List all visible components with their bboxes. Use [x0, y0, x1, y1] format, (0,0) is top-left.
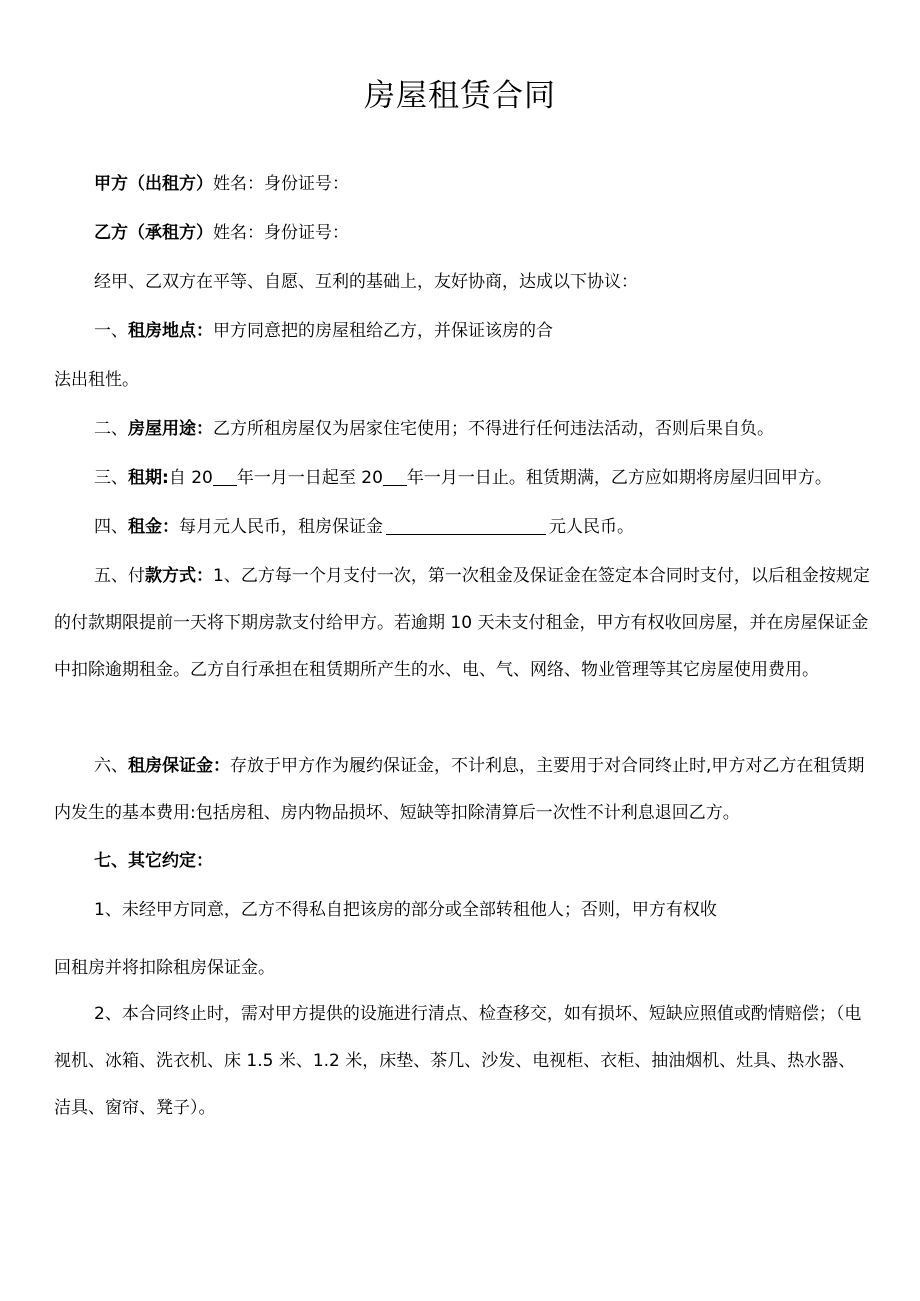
- year-blank-end[interactable]: [383, 468, 407, 486]
- clause-2-label: 房屋用途：: [128, 419, 213, 439]
- clause-6-label: 租房保证金：: [128, 756, 230, 776]
- clause-3-part3: 年一月一日止。租赁期满，乙方应如期将房屋归回甲方。: [406, 468, 832, 488]
- party-a-label: 甲方（出租方）: [94, 174, 213, 194]
- year-blank-start[interactable]: [213, 468, 237, 486]
- clause-3-part1: 自 20: [168, 468, 213, 488]
- clause-2-text: 乙方所租房屋仅为居家住宅使用；不得进行任何违法活动，否则后果自负。: [213, 419, 774, 439]
- party-b-line: [54, 210, 870, 257]
- clause-4-number: 四、: [94, 517, 128, 537]
- clause-6: [54, 743, 870, 837]
- party-a-text: 姓名：身份证号：: [213, 174, 349, 194]
- clause-1-line2: 法出租性。: [54, 370, 139, 390]
- clause-5-text: 1、乙方每一个月支付一次，第一次租金及保证金在签定本合同时支付，以后租金按规定的付款期限提前一天将下期房款支付给甲方。若逾期 10 天未支付租金，甲方有权收回房屋，并在房屋保证金中扣除逾期租金。乙方自行承担在租赁期所产生的水、电、气、网络、物业管理等其它房屋使用费用。: [54, 566, 870, 680]
- clause-7-1-line2: 回租房并将扣除租房保证金。: [54, 958, 275, 978]
- clause-4-part1: 每月元人民币，租房保证金: [179, 517, 383, 537]
- clause-3-label: 租期:: [128, 468, 169, 488]
- deposit-blank[interactable]: [386, 517, 546, 535]
- clause-7-2: 2、本合同终止时，需对甲方提供的设施进行清点、检查移交，如有损坏、短缺应照值或酌情赔偿；（电视机、冰箱、洗衣机、床 1.5 米、1.2 米，床垫、茶几、沙发、电视柜、衣柜、抽油烟机、灶具、热水器、洁具、窗帘、凳子）。: [54, 1004, 862, 1118]
- party-b-label: 乙方（承租方）: [94, 223, 213, 243]
- clause-1-line1: [54, 308, 870, 355]
- clause-6-number: 六、: [94, 756, 128, 776]
- clause-3-number: 三、: [94, 468, 128, 488]
- document-title: 房屋租赁合同: [364, 78, 556, 114]
- clause-3-part2: 年一月一日起至 20: [236, 468, 383, 488]
- clause-3: [54, 455, 870, 502]
- clause-5-label: 款方式：: [145, 566, 213, 586]
- clause-2: [54, 406, 870, 453]
- clause-4-part2: 元人民币。: [549, 517, 634, 537]
- party-b-text: 姓名：身份证号：: [213, 223, 349, 243]
- clause-4-label: 租金：: [128, 517, 179, 537]
- intro-paragraph: 经甲、乙双方在平等、自愿、互利的基础上，友好协商，达成以下协议：: [94, 272, 638, 292]
- clause-5-number: 五、付: [94, 566, 145, 586]
- clause-1-label: 租房地点：: [128, 321, 213, 341]
- clause-5: [54, 553, 870, 694]
- party-a-line: [54, 161, 870, 208]
- clause-2-number: 二、: [94, 419, 128, 439]
- clause-7-heading: 七、其它约定：: [94, 851, 213, 871]
- clause-7-1-line1: 1、未经甲方同意，乙方不得私自把该房的部分或全部转租他人；否则，甲方有权收: [94, 900, 717, 920]
- clause-6-text: 存放于甲方作为履约保证金，不计利息，主要用于对合同终止时,甲方对乙方在租赁期内发生的基本费用:包括房租、房内物品损坏、短缺等扣除清算后一次性不计利息退回乙方。: [54, 756, 865, 823]
- clause-4: [54, 504, 870, 551]
- clause-1-text: 甲方同意把的房屋租给乙方，并保证该房的合: [213, 321, 553, 341]
- clause-1-number: 一、: [94, 321, 128, 341]
